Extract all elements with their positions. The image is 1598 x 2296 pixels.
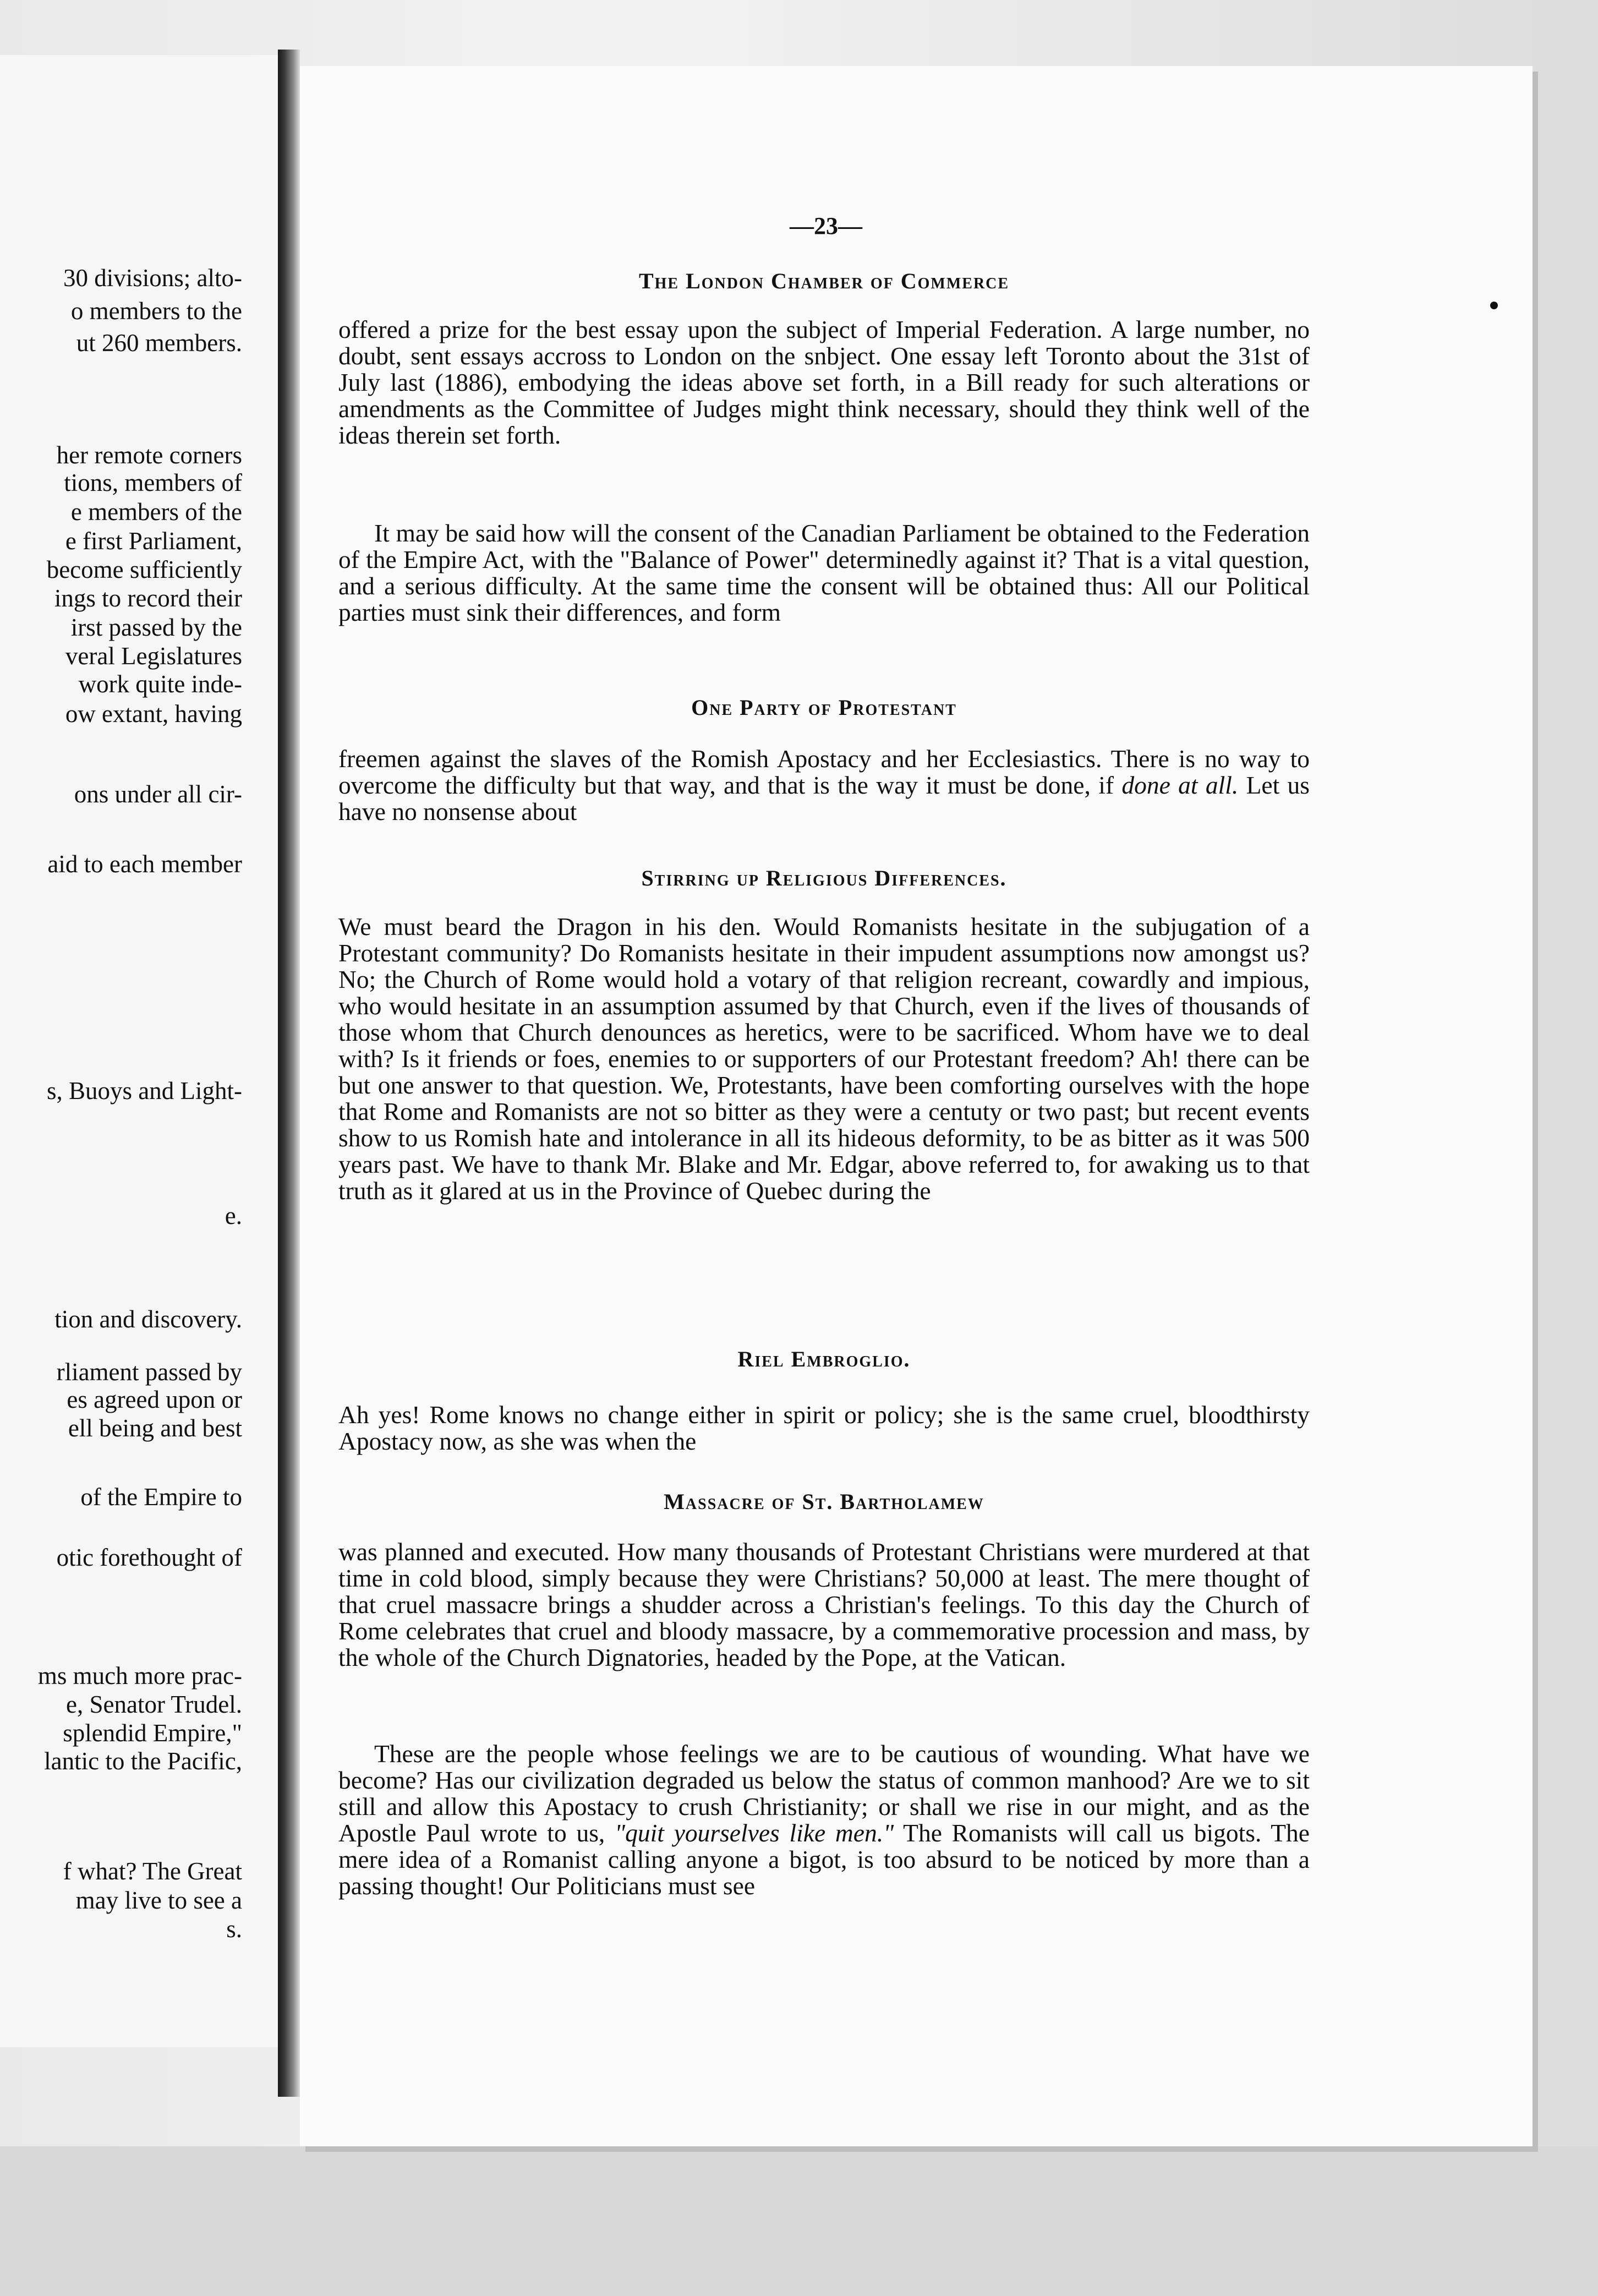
book-gutter: [278, 50, 300, 2097]
left-page-line: splendid Empire,": [63, 1719, 242, 1747]
left-page-line: tion and discovery.: [54, 1305, 242, 1333]
heading-stirring-up: Stirring up Religious Differences.: [641, 866, 1007, 890]
paragraph-people-a: These are the people whose feelings we are to be cautious of wounding. What have we become? Has our civilization degraded us below the status of common manhood? Are we to sit still and allow this Apostacy to crush Christianity; or shall we rise in our might, and as the Apostle Paul wrote to us,: [338, 1740, 1310, 1847]
left-page: [0, 55, 278, 2047]
heading-london-chamber: The London Chamber of Commerce: [638, 269, 1010, 293]
left-page-line: ons under all cir-: [74, 780, 242, 808]
left-page-line: work quite inde-: [78, 670, 242, 698]
heading-riel: Riel Embroglio.: [737, 1347, 911, 1371]
paragraph-freemen: [338, 746, 1310, 825]
left-page-line: of the Empire to: [80, 1483, 242, 1511]
left-page-line: her remote corners: [56, 441, 242, 469]
paragraph-canadian-consent: It may be said how will the consent of the Canadian Parliament be obtained to the Federation of the Empire Act, with the "Balance of Power" determinedly against it? That is a vital question, and a serious difficulty. At the same time the consent will be obtained thus: All our Political parties must sink their differences, and form: [338, 519, 1310, 626]
heading-one-party: One Party of Protestant: [691, 695, 957, 720]
scanner-bed: [0, 2146, 1598, 2296]
left-page-line: f what? The Great: [63, 1857, 242, 1885]
paragraph-prize-essay: offered a prize for the best essay upon the subject of Imperial Federation. A large number, no doubt, sent essays accross to London on the snbject. One essay left Toronto about the 31st of July last (1886), embodying the ideas above set forth, in a Bill ready for such alterations or amendments as the Committee of Judges might think necessary, should they think well of the ideas therein set forth.: [338, 315, 1310, 449]
paragraph-freemen-a: freemen against the slaves of the Romish Apostacy and her Ecclesiastics. There is no way to overcome the difficulty but that way, and that is the way it must be done, if: [338, 745, 1310, 799]
left-page-line: e members of the: [70, 498, 242, 526]
left-page-line: irst passed by the: [70, 614, 242, 641]
left-page-line: otic forethought of: [56, 1544, 242, 1571]
left-page-line: e.: [225, 1202, 242, 1229]
left-page-line: o members to the: [70, 297, 242, 325]
left-page-line: e, Senator Trudel.: [66, 1691, 242, 1718]
left-page-line: ut 260 members.: [76, 329, 242, 357]
left-page-line: ms much more prac-: [37, 1662, 242, 1690]
paragraph-freemen-b: Let us have no nonsense about: [338, 771, 1310, 826]
left-page-line: become sufficiently: [46, 556, 242, 583]
left-page-line: ell being and best: [68, 1414, 242, 1442]
left-page-line: lantic to the Pacific,: [44, 1747, 242, 1775]
paragraph-people-b: The Romanists will call us bigots. The mere idea of a Romanist calling anyone a bigot, is too absurd to be noticed by more than a passing thought! Our Politicians must see: [338, 1819, 1310, 1900]
ink-fleck: [1490, 302, 1498, 309]
paragraph-people-quote: "quit yourselves like men.": [615, 1819, 894, 1847]
paragraph-these-are-the-people: [338, 1741, 1310, 1899]
heading-massacre: Massacre of St. Bartholamew: [664, 1489, 984, 1514]
paragraph-dragon: We must beard the Dragon in his den. Would Romanists hesitate in the subjugation of a Protestant community? Do Romanists hesitate in their impudent assumptions now amongst us? No; the Church of Rome would hold a votary of that religion recreant, cowardly and impious, who would hesitate in an assumption assumed by that Church, even if the lives of thousands of those whom that Church denounces as heretics, were to be sacrificed. Whom have we to deal with? Is it friends or foes, enemies to or supporters of our Protestant freedom? Ah! there can be but one answer to that question. We, Protestants, have been comforting ourselves with the hope that Rome and Romanists are not so bitter as they were a centuty or two past; but recent events show to us Romish hate and intolerance in all its hideous deformity, to be as bitter as it was 500 years past. We have to thank Mr. Blake and Mr. Edgar, above referred to, for awaking us to that truth as it glared at us in the Province of Quebec during the: [338, 912, 1310, 1205]
left-page-line: s, Buoys and Light-: [47, 1077, 242, 1105]
left-page-line: may live to see a: [75, 1887, 242, 1914]
paragraph-freemen-emphasis: done at all.: [1121, 771, 1239, 799]
left-page-line: aid to each member: [47, 850, 242, 878]
left-page-line: 30 divisions; alto-: [63, 264, 242, 292]
left-page-line: s.: [226, 1915, 242, 1943]
left-page-line: rliament passed by: [56, 1358, 242, 1386]
left-page-line: es agreed upon or: [67, 1386, 242, 1413]
left-page-line: veral Legislatures: [65, 642, 242, 670]
paragraph-rome-knows: Ah yes! Rome knows no change either in spirit or policy; she is the same cruel, bloodthirsty Apostacy now, as she was when the: [338, 1401, 1310, 1455]
left-page-line: ow extant, having: [65, 700, 242, 728]
left-page-line: e first Parliament,: [65, 527, 242, 555]
paragraph-massacre: was planned and executed. How many thousands of Protestant Christians were murdered at that time in cold blood, simply because they were Christians? 50,000 at least. The mere thought of that cruel massacre brings a shudder across a Christian's feelings. To this day the Church of Rome celebrates that cruel and bloody massacre, by a commemorative procession and mass, by the whole of the Church Dignatories, headed by the Pope, at the Vatican.: [338, 1538, 1310, 1671]
left-page-line: ings to record their: [54, 584, 242, 612]
page-number: —23—: [790, 212, 862, 239]
left-page-line: tions, members of: [64, 469, 242, 496]
